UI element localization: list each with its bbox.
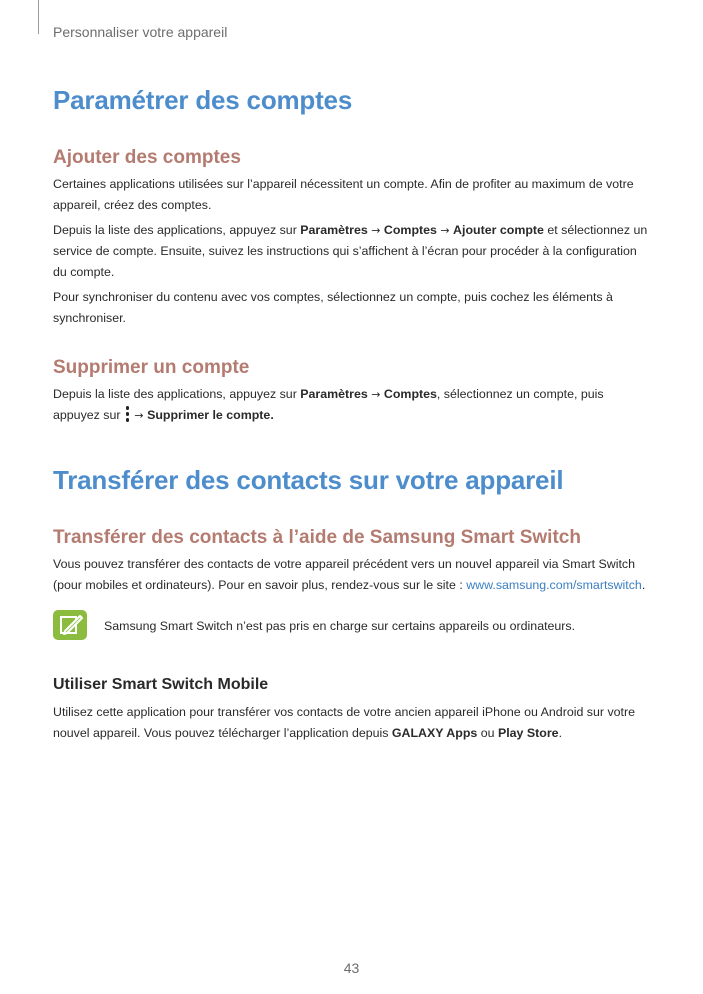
subsection-title-smart-switch-mobile: Utiliser Smart Switch Mobile	[53, 676, 269, 693]
subsection-title-smart-switch: Transférer des contacts à l’aide de Samsung Smart Switch	[53, 527, 581, 548]
smart-switch-text: Vous pouvez transférer des contacts de votre appareil précédent vers un nouvel appareil via Smart Switch (pour mobiles et ordinateurs). Pour en savoir plus, rendez-vous sur le site : www.samsung.com/smartswitch.	[53, 557, 646, 592]
page-number: 43	[343, 960, 360, 976]
header-rule	[38, 0, 39, 34]
remove-account-steps: Depuis la liste des applications, appuyez sur Paramètres → Comptes, sélectionnez un compte, puis appuyez sur → Supprimer le compte.	[53, 387, 604, 422]
note-text: Samsung Smart Switch n’est pas pris en charge sur certains appareils ou ordinateurs.	[104, 619, 576, 633]
note-icon	[53, 610, 87, 640]
section-title-accounts: Paramétrer des comptes	[53, 85, 353, 115]
sync-accounts-text: Pour synchroniser du contenu avec vos comptes, sélectionnez un compte, puis cochez les éléments à synchroniser.	[53, 290, 613, 325]
smart-switch-mobile-text: Utilisez cette application pour transférer vos contacts de votre ancien appareil iPhone ou Android sur votre nouvel appareil. Vous pouvez télécharger l’application depuis GALAXY Apps ou Play Store.	[53, 705, 635, 740]
subsection-title-add-accounts: Ajouter des comptes	[53, 147, 241, 168]
page-header: Personnaliser votre appareil	[53, 24, 228, 40]
smart-switch-link[interactable]: www.samsung.com/smartswitch	[466, 578, 642, 592]
add-accounts-steps: Depuis la liste des applications, appuyez sur Paramètres → Comptes → Ajouter compte et sélectionnez un service de compte. Ensuite, suivez les instructions qui s’affichent à l’écran pour procéder à la configuration du compte.	[53, 223, 648, 279]
subsection-title-remove-account: Supprimer un compte	[53, 357, 250, 378]
section-title-transfer-contacts: Transférer des contacts sur votre appareil	[53, 465, 564, 495]
page-content	[53, 84, 653, 744]
more-options-icon	[125, 406, 130, 422]
note	[53, 610, 653, 644]
add-accounts-intro: Certaines applications utilisées sur l’appareil nécessitent un compte. Afin de profiter au maximum de votre appareil, créez des comptes.	[53, 177, 634, 212]
